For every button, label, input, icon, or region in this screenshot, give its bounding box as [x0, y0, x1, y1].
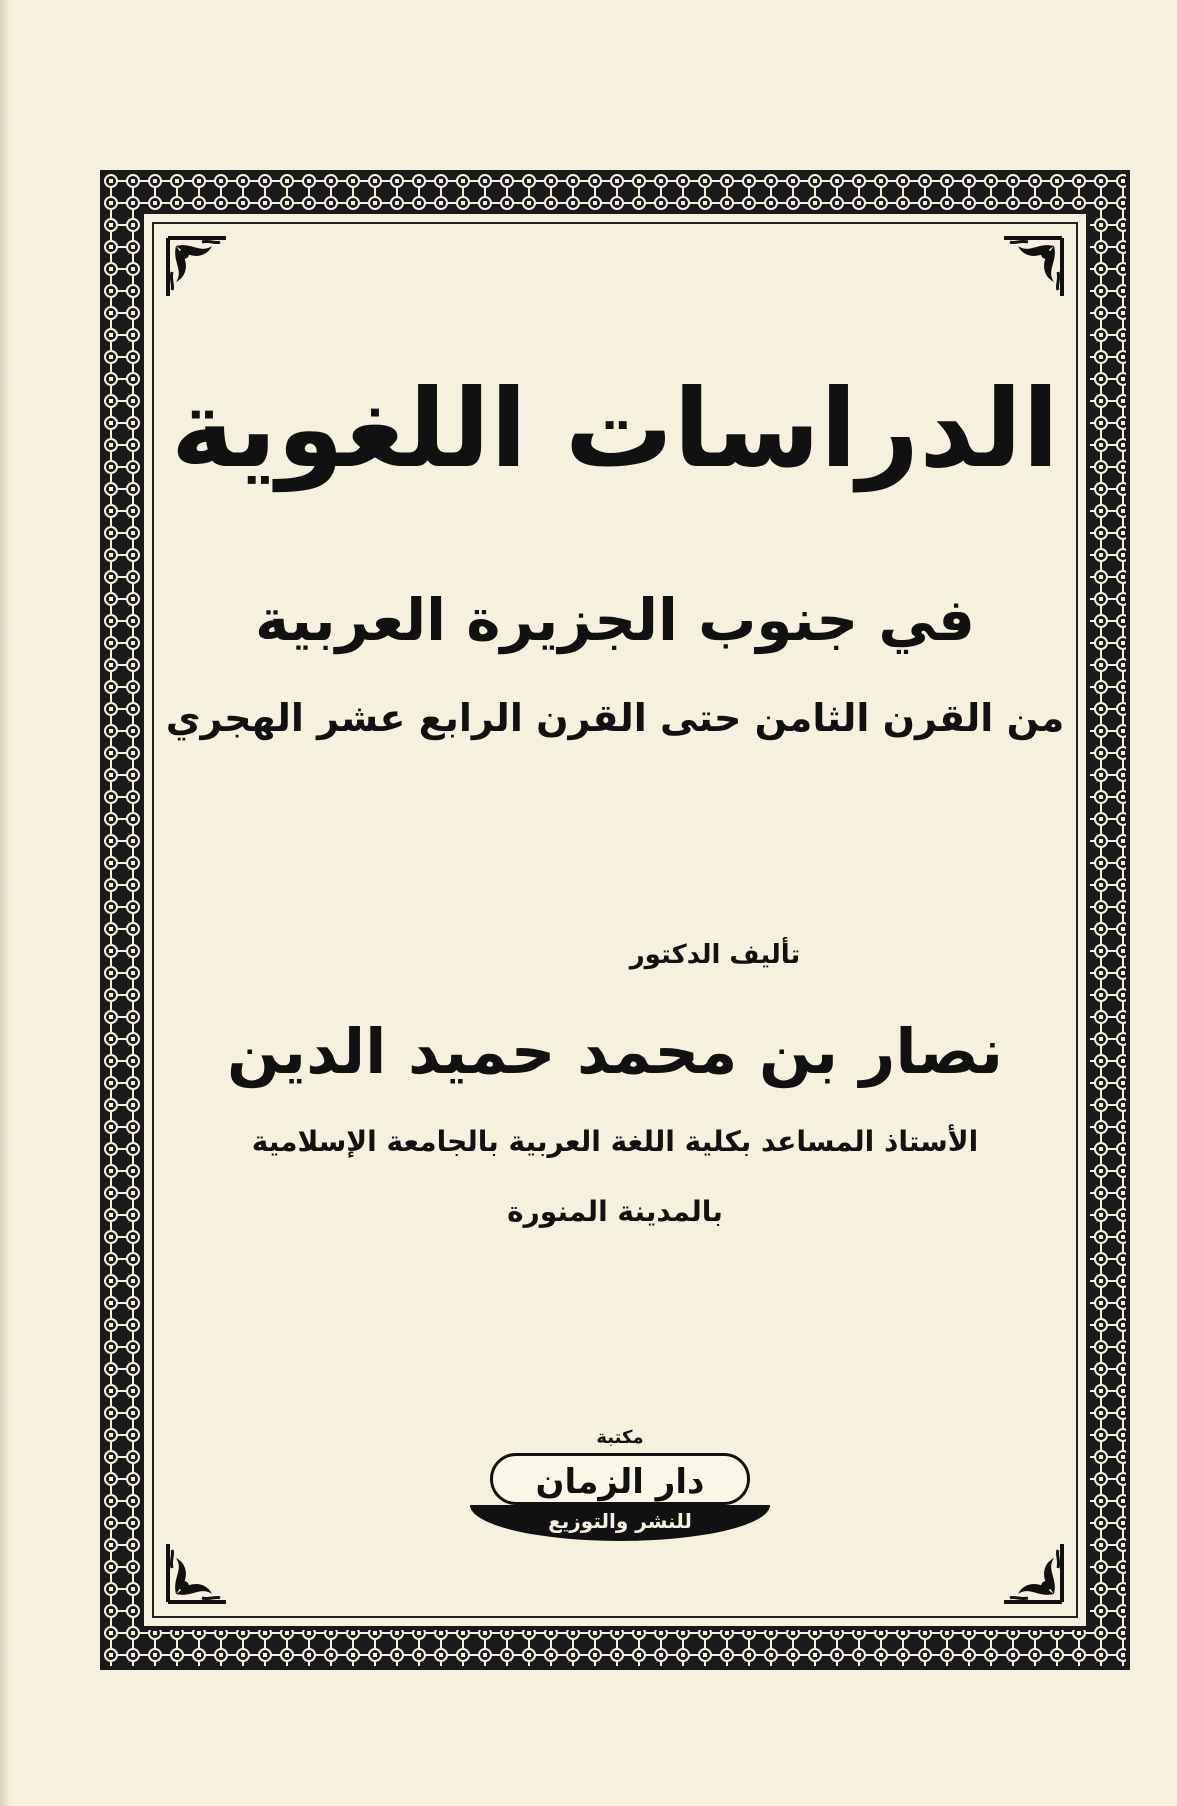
floral-corner-ornament-icon — [998, 1538, 1068, 1608]
floral-corner-ornament-icon — [162, 232, 232, 302]
publisher-logo — [470, 1425, 770, 1545]
publisher-name: دار الزمان — [490, 1453, 750, 1505]
author-affiliation-city: بالمدينة المنورة — [507, 1195, 723, 1228]
publisher-label: مكتبة — [596, 1427, 644, 1448]
floral-corner-ornament-icon — [162, 1538, 232, 1608]
author-name: نصار بن محمد حميد الدين — [227, 1015, 1003, 1088]
book-title: الدراسات اللغوية — [170, 367, 1060, 492]
floral-corner-ornament-icon — [998, 232, 1068, 302]
book-period: من القرن الثامن حتى القرن الرابع عشر الهجري — [165, 696, 1065, 740]
page-gutter-shadow — [0, 0, 10, 1806]
publisher-tagline: للنشر والتوزيع — [470, 1505, 770, 1541]
author-affiliation: الأستاذ المساعد بكلية اللغة العربية بالجامعة الإسلامية — [251, 1125, 979, 1158]
author-byline: تأليف الدكتور — [629, 940, 801, 970]
book-subtitle: في جنوب الجزيرة العربية — [254, 586, 976, 654]
